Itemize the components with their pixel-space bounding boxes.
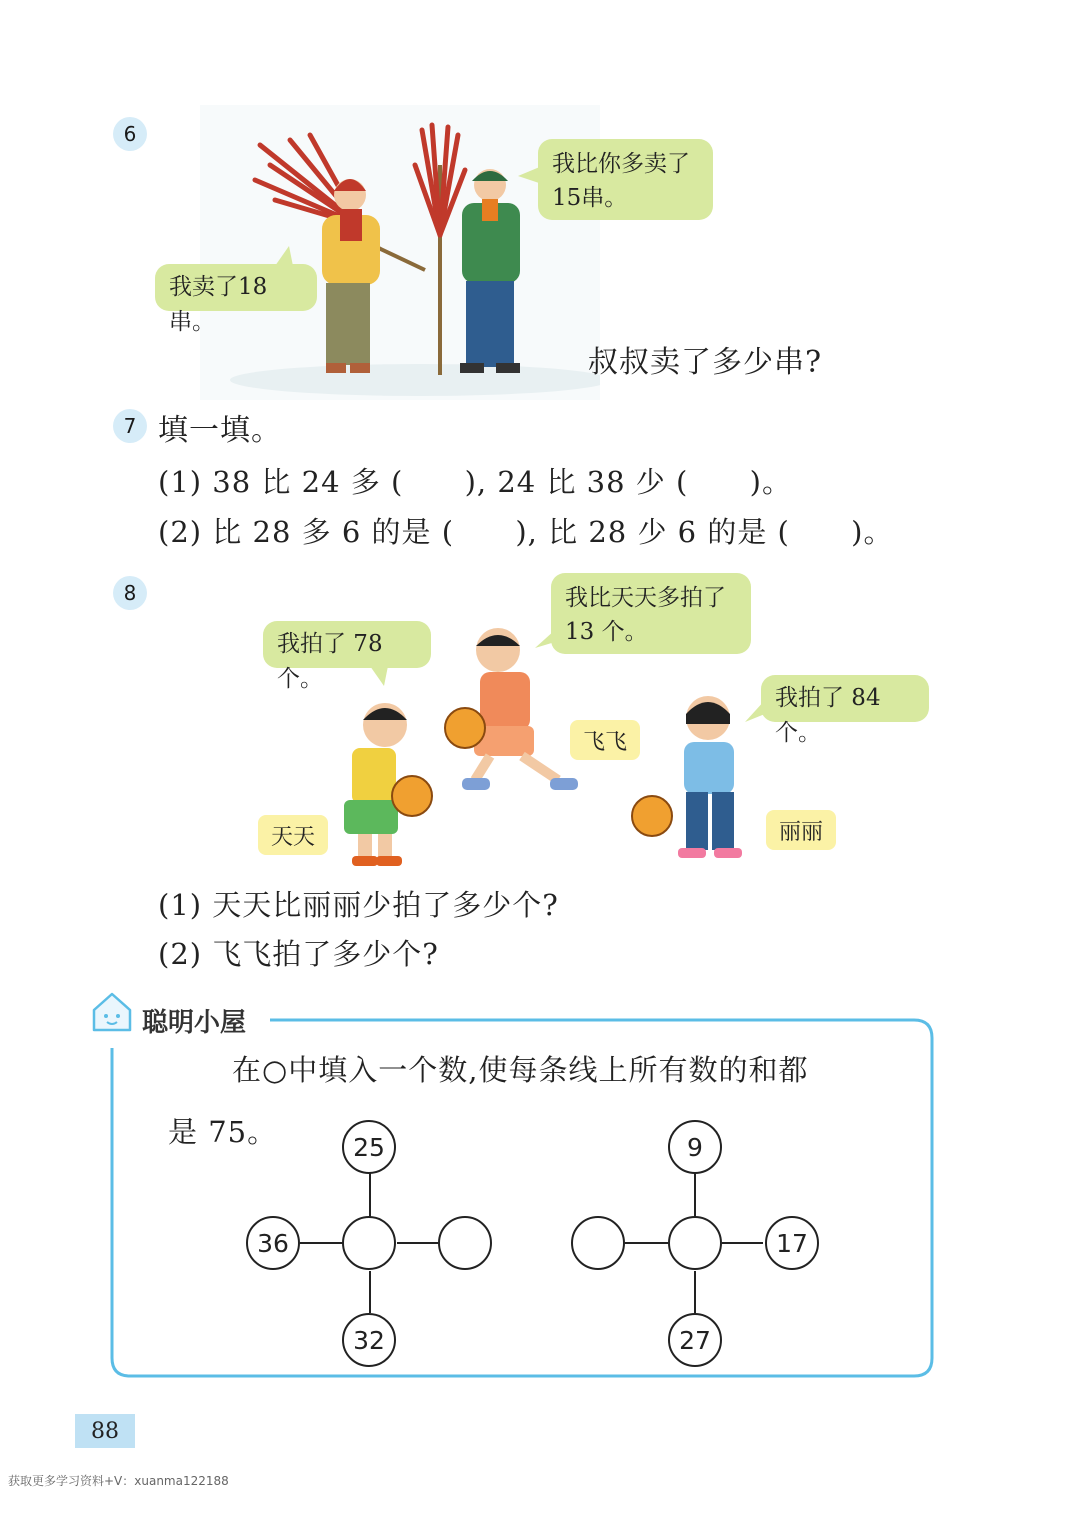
name-label-lili: 丽丽 bbox=[766, 810, 836, 850]
aunt-speech-bubble: 我卖了18串。 bbox=[155, 264, 317, 311]
diagram2-left-blank[interactable] bbox=[571, 1216, 625, 1270]
diagram2-bottom-circle: 27 bbox=[668, 1313, 722, 1367]
diagram1-bottom-circle: 32 bbox=[342, 1313, 396, 1367]
question-7-line1: (1) 38 比 24 多 ( ), 24 比 38 少 ( )。 bbox=[158, 465, 792, 499]
lili-speech-bubble: 我拍了 84 个。 bbox=[761, 675, 929, 722]
diagram2-top-circle: 9 bbox=[668, 1120, 722, 1174]
diagram1-right-blank[interactable] bbox=[438, 1216, 492, 1270]
question-8-sub2: (2) 飞飞拍了多少个? bbox=[158, 937, 439, 971]
name-label-tiantian: 天天 bbox=[258, 815, 328, 855]
uncle-speech-bubble bbox=[538, 139, 713, 220]
question-7-title: 填一填。 bbox=[158, 413, 282, 448]
feifei-speech-line2: 13 个。 bbox=[565, 619, 648, 645]
question-8-sub1: (1) 天天比丽丽少拍了多少个? bbox=[158, 888, 559, 922]
house-icon bbox=[88, 990, 136, 1034]
diagram1-left-circle: 36 bbox=[246, 1216, 300, 1270]
question-8-number: 8 bbox=[113, 576, 147, 610]
smart-house-text-line2: 是 75。 bbox=[168, 1115, 278, 1149]
diagram1-top-circle: 25 bbox=[342, 1120, 396, 1174]
smart-house-text-line1: 在○中填入一个数,使每条线上所有数的和都 bbox=[232, 1053, 809, 1087]
aunt-bubble-tail bbox=[275, 246, 295, 266]
watermark-text: 获取更多学习资料+V：xuanma122188 bbox=[8, 1474, 229, 1488]
uncle-speech-line1: 我比你多卖了 bbox=[552, 151, 690, 177]
lili-bubble-tail bbox=[745, 700, 765, 722]
feifei-speech-bubble bbox=[551, 573, 751, 654]
feifei-bubble-tail bbox=[535, 630, 555, 648]
uncle-speech-line2: 15串。 bbox=[552, 185, 628, 211]
diagram2-center-blank[interactable] bbox=[668, 1216, 722, 1270]
question-7-number: 7 bbox=[113, 409, 147, 443]
page-number: 88 bbox=[75, 1414, 135, 1448]
question-7-line2: (2) 比 28 多 6 的是 ( ), 比 28 少 6 的是 ( )。 bbox=[158, 515, 894, 549]
smart-house-title: 聪明小屋 bbox=[142, 1008, 247, 1038]
diagram1-center-blank[interactable] bbox=[342, 1216, 396, 1270]
feifei-speech-line1: 我比天天多拍了 bbox=[565, 585, 726, 611]
diagram2-right-circle: 17 bbox=[765, 1216, 819, 1270]
uncle-bubble-tail bbox=[518, 166, 542, 186]
name-label-feifei: 飞飞 bbox=[570, 720, 640, 760]
question-6-number: 6 bbox=[113, 117, 147, 151]
question-6-text: 叔叔卖了多少串? bbox=[588, 345, 823, 380]
tiantian-bubble-tail bbox=[370, 666, 390, 686]
tiantian-speech-bubble: 我拍了 78 个。 bbox=[263, 621, 431, 668]
